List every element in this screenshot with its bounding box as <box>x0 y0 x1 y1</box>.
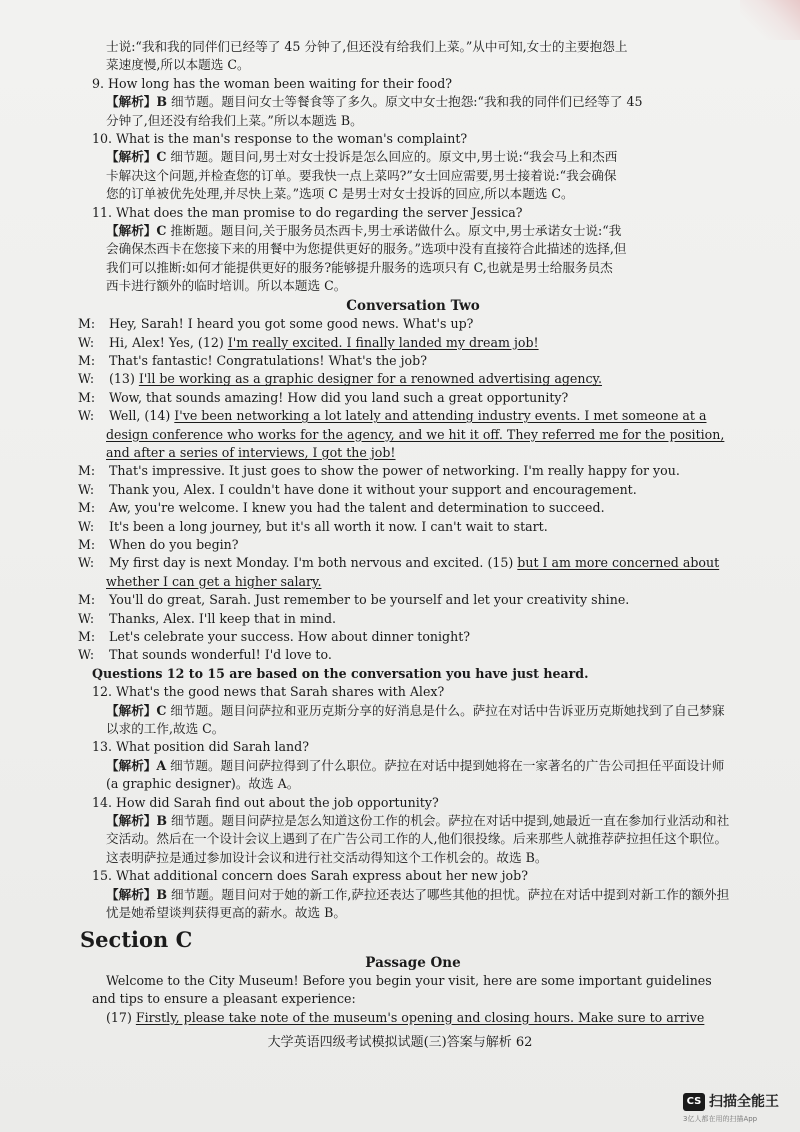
analysis-line: 西卡进行额外的临时培训。所以本题选 C。 <box>106 278 347 294</box>
question: 14. How did Sarah find out about the job opportunity? <box>92 794 439 810</box>
answer-tag: 【解析】C <box>106 223 167 239</box>
analysis-line: 士说:“我和我的同伴们已经等了 45 分钟了,但还没有给我们上菜。”从中可知,女士的主要抱怨上 <box>106 39 628 54</box>
dialogue-text: That's fantastic! Congratulations! What's the job? <box>109 352 427 368</box>
analysis-line: 【解析】C 细节题。题目问,男士对女士投诉是怎么回应的。原文中,男士说:“我会马上和杰西 <box>106 149 618 165</box>
analysis-line: 11. What does the man promise to do regarding the server Jessica? <box>92 204 523 220</box>
analysis-line: 菜速度慢,所以本题选 C。 <box>106 57 250 73</box>
passage-paragraph-1: Welcome to the City Museum! Before you begin your visit, here are some important guidelines and tips to ensure a pleasant experience: <box>92 972 712 1007</box>
analysis-line: 【解析】C 推断题。题目问,关于服务员杰西卡,男士承诺做什么。原文中,男士承诺女士说:“我 <box>106 223 622 239</box>
speaker-label: M: <box>78 463 96 479</box>
speaker-label: W: <box>78 481 95 497</box>
scanner-watermark <box>683 1091 795 1127</box>
dialogue-line <box>78 536 734 554</box>
dialogue-line <box>78 407 734 462</box>
dialogue-text: My first day is next Monday. I'm both nervous and excited. (15) <box>109 555 518 571</box>
dialogue-text: Hi, Alex! Yes, (12) <box>109 334 228 350</box>
questions-12-15 <box>92 683 734 922</box>
scanner-logo-icon: CS <box>683 1093 705 1111</box>
dialogue-text: It's been a long journey, but it's all worth it now. I can't wait to start. <box>109 518 548 534</box>
speaker-label: M: <box>78 500 96 516</box>
dialogue-line <box>78 462 734 480</box>
analysis-line: 分钟了,但还没有给我们上菜。”所以本题选 B。 <box>106 112 363 128</box>
conversation-title: Conversation Two <box>346 297 480 314</box>
speaker-label: W: <box>78 555 95 571</box>
dialogue-text: That sounds wonderful! I'd love to. <box>109 647 332 663</box>
scanner-logo-subtitle: 3亿人都在用的扫描App <box>683 1115 758 1123</box>
dialogue-text: Thank you, Alex. I couldn't have done it without your support and encouragement. <box>109 481 637 497</box>
dialogue-line <box>78 610 734 628</box>
dialogue-key-sentence: I'll be working as a graphic designer for a renowned advertising agency. <box>138 371 602 387</box>
dialogue-line <box>78 499 734 517</box>
dialogue-text: Aw, you're welcome. I knew you had the talent and determination to succeed. <box>109 500 605 516</box>
speaker-label: M: <box>78 536 96 552</box>
speaker-label: W: <box>78 647 95 663</box>
dialogue-line <box>78 352 734 370</box>
questions-intro: Questions 12 to 15 are based on the conversation you have just heard. <box>92 665 589 681</box>
answer-tag: 【解析】C <box>106 149 167 165</box>
analysis-line: 您的订单被优先处理,并尽快上菜。”选项 C 是男士对女士投诉的回应,所以本题选 C。 <box>106 186 574 202</box>
dialogue-text: That's impressive. It just goes to show the power of networking. I'm really happy for you. <box>109 463 680 479</box>
speaker-label: W: <box>78 371 95 387</box>
dialogue-line <box>78 646 734 664</box>
passage-marker: (17) <box>106 1009 136 1025</box>
question: 15. What additional concern does Sarah express about her new job? <box>92 868 528 884</box>
dialogue-text: Thanks, Alex. I'll keep that in mind. <box>109 610 337 626</box>
passage-paragraph-2 <box>92 1009 734 1027</box>
speaker-label: M: <box>78 592 96 608</box>
speaker-label: M: <box>78 629 96 644</box>
dialogue-line <box>78 334 734 352</box>
dialogue-text: Hey, Sarah! I heard you got some good news. What's up? <box>109 316 474 332</box>
speaker-label: W: <box>78 408 95 424</box>
answer-tag: 【解析】B <box>106 813 168 829</box>
page-footer: 大学英语四级考试模拟试题(三)答案与解析 62 <box>267 1035 533 1050</box>
question-analysis: 【解析】B 细节题。题目问对于她的新工作,萨拉还表达了哪些其他的担忧。萨拉在对话中提到对新工作的额外担忧是她希望谈判获得更高的薪水。故选 B。 <box>106 886 730 921</box>
dialogue-line <box>78 315 734 333</box>
dialogue-key-sentence: I'm really excited. I finally landed my dream job! <box>227 334 539 350</box>
analysis-line: 我们可以推断:如何才能提供更好的服务?能够提升服务的选项只有 C,也就是男士给服务员杰 <box>106 259 613 275</box>
dialogue-text: Let's celebrate your success. How about dinner tonight? <box>109 629 471 644</box>
dialogue-line <box>78 628 734 646</box>
speaker-label: M: <box>78 316 96 332</box>
passage-title: Passage One <box>365 954 461 971</box>
analysis-line: 卡解决这个问题,并检查您的订单。要我快一点上菜吗?”女士回应需要,男士接着说:“我会确保 <box>106 167 617 183</box>
dialogue-line <box>78 518 734 536</box>
question-analysis: 【解析】B 细节题。题目问萨拉是怎么知道这份工作的机会。萨拉在对话中提到,她最近一直在参加行业活动和社交活动。然后在一个设计会议上遇到了在广告公司工作的人,他们很投缘。后来那些人就推荐萨拉担任这个职位。这表明萨拉是通过参加设计会议和进行社交活动得知这个工作机会的。故选 B。 <box>106 813 730 865</box>
passage-underlined: Firstly, please take note of the museum's opening and closing hours. Make sure to arrive <box>135 1009 705 1025</box>
dialogue-line <box>78 591 734 609</box>
answer-tag: 【解析】B <box>106 94 168 110</box>
answer-tag: 【解析】A <box>106 757 167 773</box>
answer-tag: 【解析】B <box>106 886 168 902</box>
speaker-label: W: <box>78 610 95 626</box>
page-content <box>78 38 734 1027</box>
speaker-label: M: <box>78 389 96 405</box>
speaker-label: W: <box>78 334 95 350</box>
dialogue-text: (13) <box>109 371 139 387</box>
question-analysis: 【解析】C 细节题。题目问萨拉和亚历克斯分享的好消息是什么。萨拉在对话中告诉亚历克斯她找到了自己梦寐以求的工作,故选 C。 <box>106 702 725 737</box>
question-analysis: 【解析】A 细节题。题目问萨拉得到了什么职位。萨拉在对话中提到她将在一家著名的广告公司担任平面设计师(a graphic designer)。故选 A。 <box>106 757 725 792</box>
section-title: Section C <box>80 926 193 952</box>
dialogue-line <box>78 389 734 407</box>
dialogue-text: Well, (14) <box>109 408 175 424</box>
dialogue <box>78 315 734 665</box>
question: 12. What's the good news that Sarah shares with Alex? <box>92 684 445 700</box>
analysis-line: 10. What is the man's response to the woman's complaint? <box>92 131 468 147</box>
dialogue-key-sentence: I've been networking a lot lately and attending industry events. I met someone at a design conference who works for the agency, and we hit it off. They referred me for the position, and after a series of interviews, I got the job! <box>106 408 725 460</box>
page-corner-shadow <box>740 0 800 40</box>
analysis-line: 9. How long has the woman been waiting for their food? <box>92 75 453 91</box>
dialogue-text: Wow, that sounds amazing! How did you land such a great opportunity? <box>109 389 569 405</box>
dialogue-text: When do you begin? <box>109 536 239 552</box>
dialogue-text: You'll do great, Sarah. Just remember to be yourself and let your creativity shine. <box>109 592 630 608</box>
question: 13. What position did Sarah land? <box>92 739 309 755</box>
answer-tag: 【解析】C <box>106 702 167 718</box>
speaker-label: M: <box>78 352 96 368</box>
dialogue-key-sentence: but I am more concerned about whether I can get a higher salary. <box>106 555 720 589</box>
scanner-logo-title: 扫描全能王 <box>709 1094 779 1110</box>
analysis-lines-9-11 <box>92 38 734 296</box>
dialogue-line <box>78 554 734 591</box>
dialogue-line <box>78 481 734 499</box>
analysis-line: 会确保杰西卡在您接下来的用餐中为您提供更好的服务。”选项中没有直接符合此描述的选择,但 <box>106 241 627 257</box>
dialogue-line <box>78 370 734 388</box>
speaker-label: W: <box>78 518 95 534</box>
analysis-line: 【解析】B 细节题。题目问女士等餐食等了多久。原文中女士抱怨:“我和我的同伴们已经等了 45 <box>106 94 643 110</box>
